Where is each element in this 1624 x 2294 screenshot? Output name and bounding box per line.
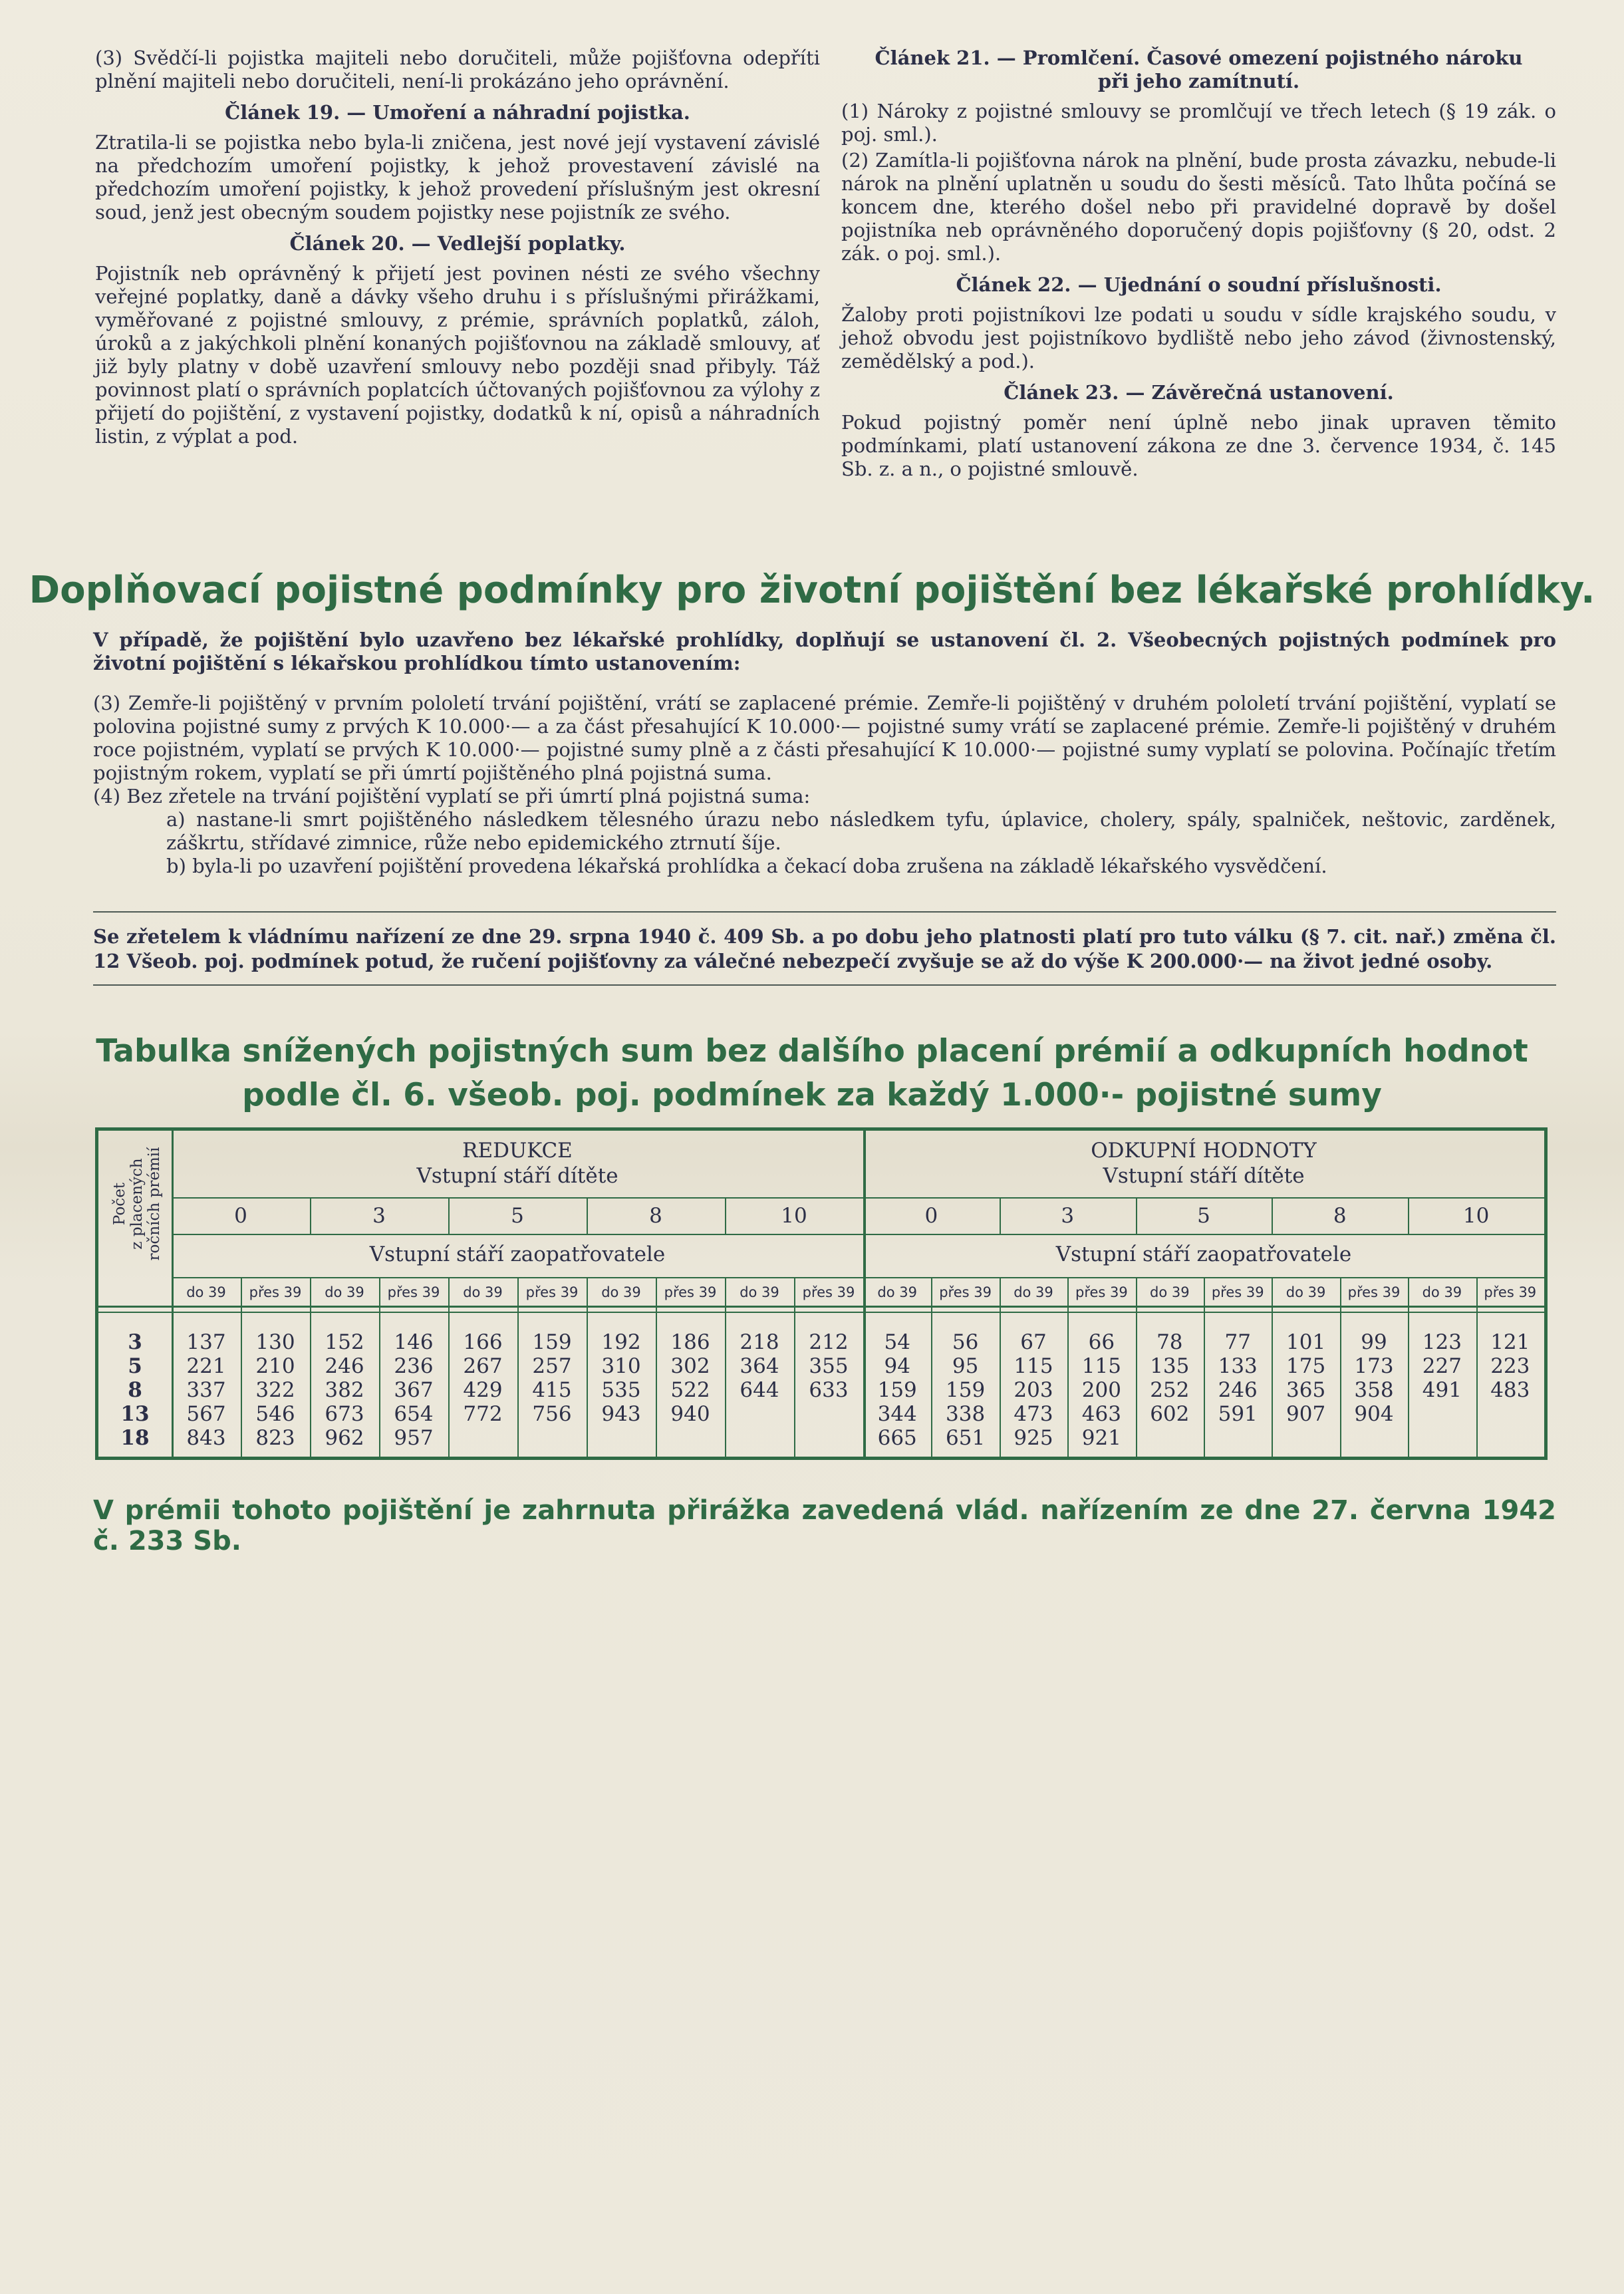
table-cell: 130	[255, 1330, 295, 1354]
subheader: do 39	[1422, 1284, 1462, 1300]
subheader: do 39	[601, 1284, 641, 1300]
article-heading: Článek 19. — Umoření a náhradní pojistka.	[225, 101, 690, 124]
age-separator	[448, 1199, 450, 1234]
paragraph: (1) Nároky z pojistné smlouvy se promlčují ve třech letech (§ 19 zák. o poj. sml.).	[841, 100, 1556, 146]
paragraph: b) byla-li po uzavření pojištění provedena lékařská prohlídka a čekací doba zrušena na základě lékařského vysvědčení.	[166, 855, 1327, 877]
table-cell: 54	[884, 1330, 910, 1354]
subheader: do 39	[1286, 1284, 1326, 1300]
table-cell: 227	[1422, 1354, 1462, 1378]
table-cell: 673	[325, 1402, 364, 1426]
table-cell: 115	[1014, 1354, 1053, 1378]
table-cell: 123	[1422, 1330, 1462, 1354]
table-title	[0, 1030, 1624, 1117]
footer-note: V prémii tohoto pojištění je zahrnuta přirážka zavedená vlád. nařízením ze dne 27. června 1942 č. 233 Sb.	[93, 1495, 1556, 1556]
table-cell: 651	[946, 1426, 986, 1450]
divider	[93, 984, 1556, 986]
subheader: do 39	[325, 1284, 364, 1300]
age-separator	[725, 1199, 726, 1234]
subheader: do 39	[740, 1284, 779, 1300]
table-cell: 322	[255, 1378, 295, 1402]
table-cell: 121	[1490, 1330, 1530, 1354]
table-cell: 310	[601, 1354, 641, 1378]
table-cell: 77	[1224, 1330, 1251, 1354]
subheader: přes 39	[939, 1284, 992, 1300]
table-cell: 135	[1150, 1354, 1190, 1378]
table-cell: 101	[1286, 1330, 1326, 1354]
subheader: přes 39	[802, 1284, 855, 1300]
table-cell: 602	[1150, 1402, 1190, 1426]
table-cell: 772	[463, 1402, 503, 1426]
age-header: 10	[1462, 1204, 1490, 1228]
table-cell: 67	[1020, 1330, 1047, 1354]
age-separator	[1136, 1199, 1137, 1234]
table-cell: 115	[1081, 1354, 1121, 1378]
table-cell: 473	[1014, 1402, 1053, 1426]
supplement-body	[93, 692, 1556, 878]
table-cell: 186	[670, 1330, 710, 1354]
supplement-title: Doplňovací pojistné podmínky pro životní pojištění bez lékařské prohlídky.	[29, 569, 1595, 612]
subheader: přes 39	[525, 1284, 579, 1300]
subheader: přes 39	[1347, 1284, 1401, 1300]
table-cell: 337	[186, 1378, 226, 1402]
table-cell: 302	[670, 1354, 710, 1378]
table-cell: 904	[1354, 1402, 1394, 1426]
table-cell: 78	[1156, 1330, 1183, 1354]
table-cell: 203	[1014, 1378, 1053, 1402]
age-header: 3	[372, 1204, 386, 1228]
table-cell: 567	[186, 1402, 226, 1426]
table-cell: 491	[1422, 1378, 1462, 1402]
table-cell: 95	[952, 1354, 979, 1378]
header-rule	[98, 1306, 1544, 1308]
table-cell: 94	[884, 1354, 910, 1378]
table-cell: 267	[463, 1354, 503, 1378]
age-separator	[1000, 1199, 1001, 1234]
table-cell: 338	[946, 1402, 986, 1426]
table-cell: 218	[740, 1330, 779, 1354]
paragraph: (3) Svědčí-li pojistka majiteli nebo doručiteli, může pojišťovna odepříti plnění majiteli nebo doručiteli, není-li prokázáno jeho oprávnění.	[95, 47, 820, 92]
table-cell: 522	[670, 1378, 710, 1402]
table-cell: 367	[394, 1378, 434, 1402]
row-label: 18	[120, 1426, 150, 1450]
table-cell: 382	[325, 1378, 364, 1402]
paragraph: (2) Zamítla-li pojišťovna nárok na plnění, bude prosta závazku, nebude-li nárok na plnění uplatněn u soudu do šesti měsíců. Tato lhůta počíná se koncem dne, kterého došel nebo při pravidelné dopravě by došel pojistníka neb oprávněného doporučený dopis pojišťovny (§ 20, odst. 2 zák. o poj. sml.).	[841, 149, 1556, 265]
table-cell: 137	[186, 1330, 226, 1354]
table-cell: 365	[1286, 1378, 1326, 1402]
table-cell: 644	[740, 1378, 779, 1402]
subheader: přes 39	[1075, 1284, 1128, 1300]
table-cell: 223	[1490, 1354, 1530, 1378]
article-heading: Článek 21. — Promlčení. Časové omezení pojistného nároku	[875, 47, 1523, 69]
subheader: do 39	[463, 1284, 503, 1300]
header-rule	[172, 1234, 1544, 1235]
table-cell: 355	[809, 1354, 849, 1378]
table-cell: 823	[255, 1426, 295, 1450]
table-cell: 591	[1218, 1402, 1258, 1426]
row-header-label: Počet z placených ročních prémií	[111, 1147, 163, 1261]
article-heading-cont: při jeho zamítnutí.	[1097, 70, 1300, 92]
row-label: 13	[120, 1402, 150, 1426]
age-header: 5	[1197, 1204, 1210, 1228]
table-cell: 212	[809, 1330, 849, 1354]
row-label: 8	[128, 1378, 142, 1402]
age-separator	[587, 1199, 588, 1234]
child-age-label: Vstupní stáří dítěte	[1103, 1164, 1305, 1188]
age-header: 3	[1061, 1204, 1075, 1228]
left-column	[95, 47, 820, 451]
paragraph: Pojistník neb oprávněný k přijetí jest povinen nésti ze svého všechny veřejné poplatky, daně a dávky všeho druhu i s příslušnými přirážkami, vyměřované z pojistné smlouvy, z prémie, správních poplatků, záloh, úroků a z jakýchkoli plnění konaných pojišťovnou na základě smlouvy, ať již byly platny v době uzavření smlouvy nebo později snad přibyly. Táž povinnost platí o správních poplatcích účtovaných pojišťovnou za výlohy z přijetí do pojištění, z vystavení pojistky, dodatků k ní, opisů a náhradních listin, z výplat a pod.	[95, 262, 820, 448]
table-cell: 236	[394, 1354, 434, 1378]
article-heading: Článek 22. — Ujednání o soudní příslušnosti.	[956, 273, 1442, 296]
group-title: ODKUPNÍ HODNOTY	[1091, 1139, 1317, 1163]
paragraph: (4) Bez zřetele na trvání pojištění vyplatí se při úmrtí plná pojistná suma:	[93, 785, 811, 807]
subheader: do 39	[1150, 1284, 1190, 1300]
table-cell: 210	[255, 1354, 295, 1378]
table-cell: 252	[1150, 1378, 1190, 1402]
subheader: přes 39	[387, 1284, 440, 1300]
parent-age-label: Vstupní stáří zaopatřovatele	[369, 1242, 666, 1266]
age-header: 8	[1333, 1204, 1347, 1228]
table-cell: 221	[186, 1354, 226, 1378]
table-cell: 159	[877, 1378, 917, 1402]
table-cell: 246	[325, 1354, 364, 1378]
subheader: přes 39	[664, 1284, 717, 1300]
table-cell: 463	[1081, 1402, 1121, 1426]
subheader: do 39	[1014, 1284, 1053, 1300]
parent-age-label: Vstupní stáří zaopatřovatele	[1055, 1242, 1352, 1266]
table-cell: 257	[532, 1354, 572, 1378]
table-cell: 843	[186, 1426, 226, 1450]
age-separator	[1408, 1199, 1409, 1234]
subheader: přes 39	[1211, 1284, 1264, 1300]
divider	[93, 911, 1556, 913]
table-cell: 159	[532, 1330, 572, 1354]
table-cell: 166	[463, 1330, 503, 1354]
paragraph: Ztratila-li se pojistka nebo byla-li zničena, jest nové její vystavení závislé na předchozím umoření pojistky, k jehož provestavení závislé na předchozím umoření pojistky, k jehož provedení příslušným jest okresní soud, jenž jest obecným soudem pojistky nese pojistník ze svého.	[95, 131, 820, 223]
table-cell: 633	[809, 1378, 849, 1402]
table-cell: 483	[1490, 1378, 1530, 1402]
table-cell: 99	[1361, 1330, 1387, 1354]
table-cell: 364	[740, 1354, 779, 1378]
table-cell: 921	[1081, 1426, 1121, 1450]
group-title: REDUKCE	[462, 1139, 573, 1163]
table-cell: 940	[670, 1402, 710, 1426]
paragraph: (3) Zemře-li pojištěný v prvním pololetí trvání pojištění, vrátí se zaplacené prémie. Zemře-li pojištěný v druhém pololetí trvání pojištění, vyplatí se polovina pojistné sumy z prvých K 10.000·— a za část přesahující K 10.000·— pojistné sumy vrátí se zaplacené prémie. Zemře-li pojištěný v druhém roce pojistném, vyplatí se prvých K 10.000·— pojistné sumy plně a z části přesahující K 10.000·— pojistné sumy vyplatí se polovina. Počínajíc třetím pojistným rokem, vyplatí se při úmrtí pojištěného plná pojistná suma.	[93, 692, 1556, 784]
age-header: 0	[924, 1204, 938, 1228]
right-column	[841, 47, 1556, 484]
row-label: 5	[128, 1354, 142, 1378]
war-clause: Se zřetelem k vládnímu nařízení ze dne 29. srpna 1940 č. 409 Sb. a po dobu jeho platnosti platí pro tuto válku (§ 7. cit. nař.) změna čl. 12 Všeob. poj. podmínek potud, že ručení pojišťovny za válečné nebezpečí zvyšuje se až do výše K 200.000·— na život jedné osoby.	[93, 925, 1556, 972]
table-title-line1: Tabulka snížených pojistných sum bez dalšího placení prémií a odkupních hodnot	[96, 1033, 1528, 1070]
age-header: 8	[649, 1204, 662, 1228]
supplement-intro: V případě, že pojištění bylo uzavřeno bez lékařské prohlídky, doplňují se ustanovení čl. 2. Všeobecných pojistných podmínek pro životní pojištění s lékařskou prohlídkou tímto ustanovením:	[93, 629, 1556, 674]
table-cell: 246	[1218, 1378, 1258, 1402]
subheader: přes 39	[1484, 1284, 1537, 1300]
header-rule	[98, 1312, 1544, 1313]
subheader: přes 39	[249, 1284, 302, 1300]
table-cell: 146	[394, 1330, 434, 1354]
table-cell: 907	[1286, 1402, 1326, 1426]
table-cell: 654	[394, 1402, 434, 1426]
table-cell: 665	[877, 1426, 917, 1450]
subheader: do 39	[877, 1284, 917, 1300]
article-heading: Článek 20. — Vedlejší poplatky.	[289, 232, 626, 255]
child-age-label: Vstupní stáří dítěte	[416, 1164, 618, 1188]
table-title-line2: podle čl. 6. všeob. poj. podmínek za každý 1.000·- pojistné sumy	[242, 1077, 1382, 1113]
table-cell: 344	[877, 1402, 917, 1426]
header-rule	[172, 1277, 1544, 1278]
table-cell: 962	[325, 1426, 364, 1450]
row-label: 3	[128, 1330, 142, 1354]
values-table	[95, 1127, 1548, 1460]
table-cell: 173	[1354, 1354, 1394, 1378]
header-rule	[172, 1197, 1544, 1199]
table-cell: 175	[1286, 1354, 1326, 1378]
age-header: 0	[234, 1204, 247, 1228]
table-cell: 358	[1354, 1378, 1394, 1402]
table-cell: 756	[532, 1402, 572, 1426]
article-heading: Článek 23. — Závěrečná ustanovení.	[1004, 381, 1394, 404]
table-cell: 159	[946, 1378, 986, 1402]
age-separator	[1272, 1199, 1273, 1234]
row-header	[104, 1147, 170, 1261]
table-cell: 56	[952, 1330, 979, 1354]
table-cell: 66	[1088, 1330, 1115, 1354]
table-cell: 192	[601, 1330, 641, 1354]
paragraph: a) nastane-li smrt pojištěného následkem tělesného úrazu nebo následkem tyfu, úplavice, cholery, spály, spalniček, neštovic, zarděnek, záškrtu, střídavé zimnice, růže nebo epidemického ztrnutí šíje.	[166, 808, 1556, 854]
table-cell: 415	[532, 1378, 572, 1402]
table-cell: 429	[463, 1378, 503, 1402]
table-cell: 200	[1081, 1378, 1121, 1402]
table-cell: 957	[394, 1426, 434, 1450]
table-cell: 152	[325, 1330, 364, 1354]
table-cell: 546	[255, 1402, 295, 1426]
paragraph: Pokud pojistný poměr není úplně nebo jinak upraven těmito podmínkami, platí ustanovení zákona ze dne 3. července 1934, č. 145 Sb. z. a n., o pojistné smlouvě.	[841, 411, 1556, 480]
table-cell: 925	[1014, 1426, 1053, 1450]
age-header: 5	[511, 1204, 524, 1228]
paragraph: Žaloby proti pojistníkovi lze podati u soudu v sídle krajského soudu, v jehož obvodu jest pojistníkovo bydliště nebo jeho závod (živnostenský, zemědělský a pod.).	[841, 303, 1556, 372]
subheader: do 39	[186, 1284, 226, 1300]
table-cell: 535	[601, 1378, 641, 1402]
table-cell: 943	[601, 1402, 641, 1426]
table-cell: 133	[1218, 1354, 1258, 1378]
age-separator	[310, 1199, 311, 1234]
age-header: 10	[781, 1204, 807, 1228]
